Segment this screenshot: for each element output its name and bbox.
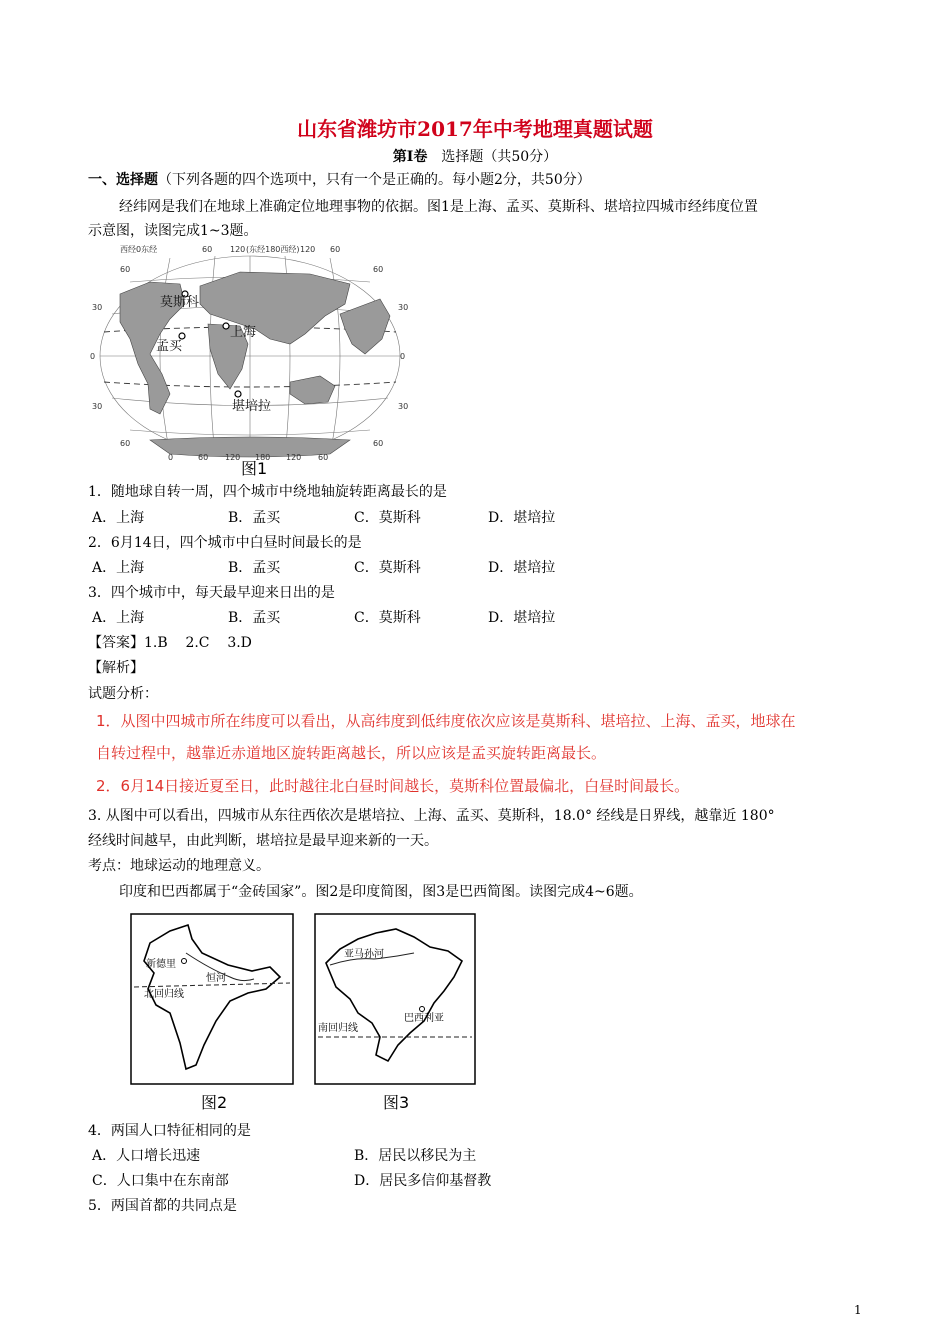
intro2-line: 印度和巴西都属于“金砖国家”。图2是印度简图，图3是巴西简图。读图完成4~6题。: [119, 884, 643, 900]
lat-label-right-1: 30: [398, 303, 409, 312]
lat-label-1: 30: [92, 303, 103, 312]
q4-option-d: D．居民多信仰基督教: [354, 1173, 492, 1189]
q1-option-d: D．堪培拉: [488, 510, 556, 526]
shanghai-marker: [223, 323, 229, 329]
bottom-label-1: 60: [198, 453, 209, 462]
q4-option-c: C．人口集中在东南部: [92, 1173, 229, 1189]
ganges-label: 恒河: [206, 973, 226, 984]
moscow-label: 莫斯科: [160, 295, 200, 310]
mumbai-label: 孟买: [156, 339, 183, 354]
canberra-label: 堪培拉: [232, 399, 272, 414]
top-label-4: 120: [300, 245, 316, 254]
bottom-label-4: 120: [286, 453, 302, 462]
figure3-brazil-map: [314, 913, 476, 1085]
new-delhi-marker: [182, 959, 187, 964]
figure3-frame: [315, 914, 475, 1084]
lat-label-right-2: 0: [400, 352, 406, 361]
top-label-1: 60: [202, 245, 213, 254]
figure2-caption: 图2: [201, 1093, 228, 1112]
section-instructions: （下列各题的四个选项中，只有一个是正确的。每小题2分，共50分）: [158, 172, 591, 188]
q3-option-a: A．上海: [92, 610, 145, 626]
lat-label-0: 60: [120, 265, 131, 274]
canberra-marker: [235, 391, 241, 397]
lat-label-4: 60: [120, 439, 131, 448]
q4-option-a: A．人口增长迅速: [92, 1148, 201, 1164]
volume-desc: 选择题（共50分）: [441, 149, 558, 165]
q4-option-b: B．居民以移民为主: [354, 1148, 477, 1164]
kaodian-line: 考点：地球运动的地理意义。: [88, 858, 270, 874]
section-title: 一、选择题: [88, 172, 158, 188]
intro1-line2: 示意图，读图完成1~3题。: [88, 223, 258, 239]
q2-option-b: B．孟买: [228, 560, 281, 576]
lat-label-right-0: 60: [373, 265, 384, 274]
figure1-caption: 图1: [241, 459, 268, 478]
analysis-point1-line1: 1．从图中四城市所在纬度可以看出，从高纬度到低纬度依次应该是莫斯科、堪培拉、上海、孟买，地球在: [96, 712, 796, 730]
q2-option-d: D．堪培拉: [488, 560, 556, 576]
bottom-label-3: 180: [255, 453, 271, 462]
amazon-label: 亚马孙河: [344, 949, 384, 960]
top-label-5: 60: [330, 245, 341, 254]
tropic-of-capricorn-label: 南回归线: [318, 1023, 358, 1034]
figure2-india-map: [130, 913, 294, 1085]
page-number: 1: [854, 1303, 862, 1317]
map-top-labels: [120, 244, 340, 254]
q3-option-d: D．堪培拉: [488, 610, 556, 626]
question3-stem: 3．四个城市中，每天最早迎来日出的是: [88, 585, 335, 601]
question1-stem: 1．随地球自转一周，四个城市中绕地轴旋转距离最长的是: [88, 484, 447, 500]
analysis-title: 试题分析：: [88, 686, 158, 702]
answer-line: 【答案】1.B 2.C 3.D: [88, 635, 252, 651]
q1-option-b: B．孟买: [228, 510, 281, 526]
bottom-label-0: 0: [168, 453, 174, 462]
top-label-3: (东经180西经): [246, 245, 300, 254]
tropic-of-cancer-label: 北回归线: [144, 989, 184, 1000]
brasilia-label: 巴西利亚: [404, 1013, 444, 1024]
lat-label-right-3: 30: [398, 402, 409, 411]
figure1-world-map: [90, 244, 410, 476]
analysis-label: 【解析】: [88, 660, 144, 676]
q3-option-c: C．莫斯科: [354, 610, 421, 626]
intro1-line1: 经纬网是我们在地球上准确定位地理事物的依据。图1是上海、孟买、莫斯科、堪培拉四城市经纬度位置: [119, 199, 758, 215]
new-delhi-label: 新德里: [146, 959, 176, 970]
volume-subtitle: [0, 146, 950, 166]
brasilia-marker: [420, 1007, 425, 1012]
lat-label-2: 0: [90, 352, 96, 361]
analysis-point1-line2: 自转过程中，越靠近赤道地区旋转距离越长，所以应该是孟买旋转距离最长。: [96, 744, 607, 762]
analysis-point3-line2: 经线时间越早，由此判断，堪培拉是最早迎来新的一天。: [88, 833, 438, 849]
question4-stem: 4．两国人口特征相同的是: [88, 1123, 251, 1139]
q1-option-c: C．莫斯科: [354, 510, 421, 526]
volume-label: 第Ⅰ卷: [392, 149, 428, 165]
q3-option-b: B．孟买: [228, 610, 281, 626]
section-heading: [88, 170, 591, 190]
bottom-label-5: 60: [318, 453, 329, 462]
analysis-point3-line1: 3. 从图中可以看出，四城市从东往西依次是堪培拉、上海、孟买、莫斯科，18.0° 经线是日界线，越靠近 180°: [88, 808, 775, 824]
q1-option-a: A．上海: [92, 510, 145, 526]
lat-label-3: 30: [92, 402, 103, 411]
shanghai-label: 上海: [230, 325, 257, 340]
q2-option-c: C．莫斯科: [354, 560, 421, 576]
page-title: 山东省潍坊市2017年中考地理真题试题: [297, 117, 653, 141]
question2-stem: 2．6月14日，四个城市中白昼时间最长的是: [88, 535, 362, 551]
analysis-point2: 2．6月14日接近夏至日，此时越往北白昼时间越长，莫斯科位置最偏北，白昼时间最长。: [96, 777, 690, 795]
figure3-caption: 图3: [383, 1093, 410, 1112]
q2-option-a: A．上海: [92, 560, 145, 576]
lat-label-right-4: 60: [373, 439, 384, 448]
top-label-2: 120: [230, 245, 246, 254]
top-label-0: 西经0东经: [120, 245, 158, 254]
bottom-label-2: 120: [225, 453, 241, 462]
question5-stem: 5．两国首都的共同点是: [88, 1198, 237, 1214]
